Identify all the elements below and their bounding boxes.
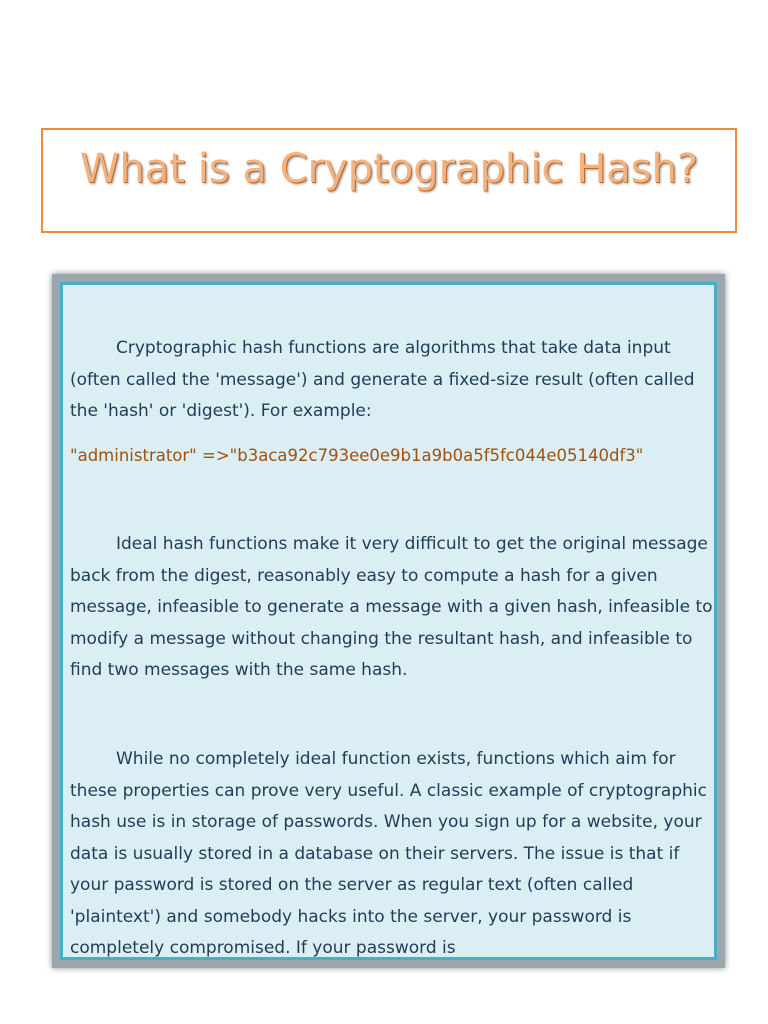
paragraph-intro: Cryptographic hash functions are algorithms that take data input (often called the 'message') and generate a fixed-size result (often called the 'hash' or 'digest'). For example: [70, 338, 695, 421]
paragraph-password-example: While no completely ideal function exists, functions which aim for these properties can prove very useful. A classic example of cryptographic hash use is in storage of passwords. When you sign up for a website, your data is usually stored in a database on their servers. The issue is that if your password is stored on the server as regular text (often called 'plaintext') and somebody hacks into the server, your password is completely compromised. If your password is [70, 749, 707, 958]
page-title: What is a Cryptographic Hash? [79, 146, 699, 192]
content-panel [60, 282, 717, 960]
hash-example: "administrator" =>"b3aca92c793ee0e9b1a9b0a5f5fc044e05140df3" [70, 446, 644, 465]
content-panel-frame [52, 274, 725, 968]
paragraph-ideal-properties: Ideal hash functions make it very difficult to get the original message back from the digest, reasonably easy to compute a hash for a given message, infeasible to generate a message with a given hash, infeasible to modify a message without changing the resultant hash, and infeasible to find two messages with the same hash. [70, 534, 713, 680]
title-box [41, 128, 737, 233]
